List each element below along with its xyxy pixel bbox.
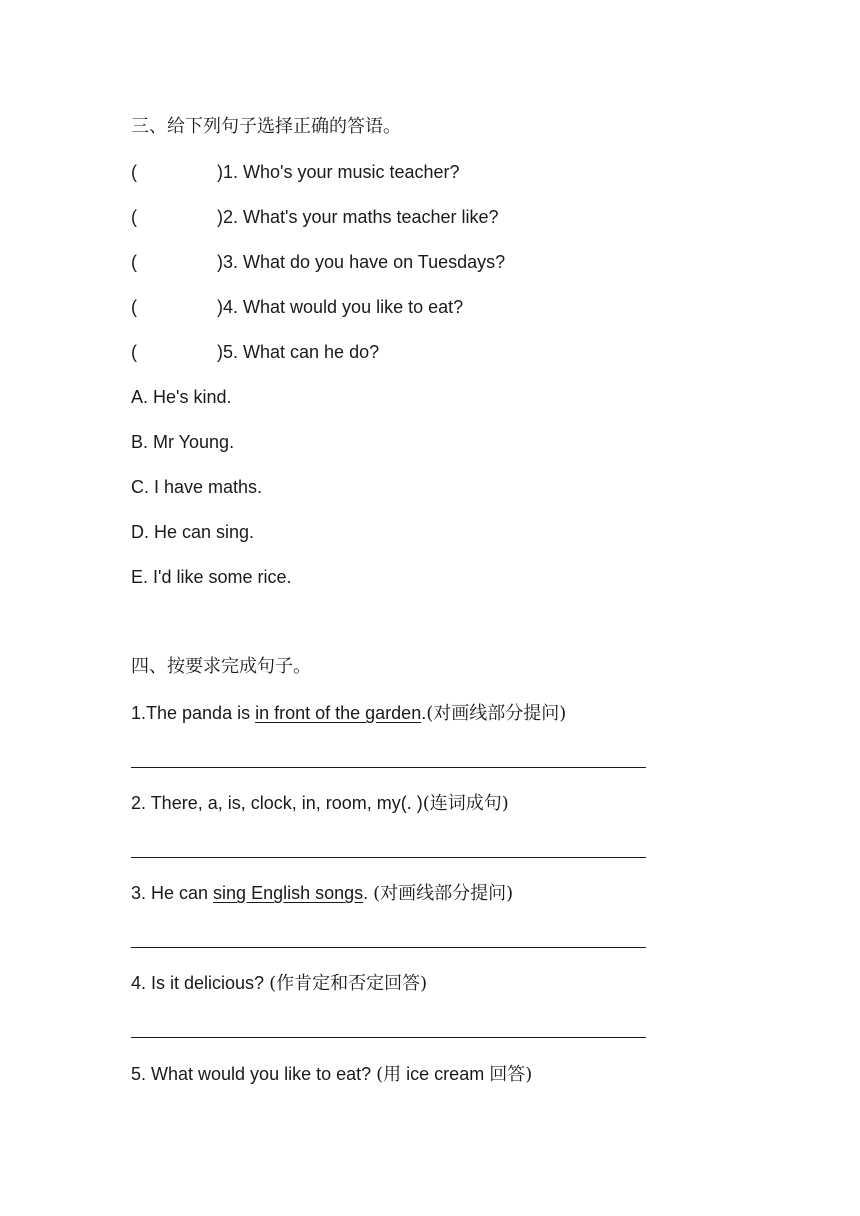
task-5 [131,1062,532,1087]
answer-line-4[interactable] [131,1037,646,1038]
option-d: D. He can sing. [131,522,255,542]
task-text-end: . [421,703,427,723]
question-text: 1. Who's your music teacher? [223,162,460,182]
task-1 [131,701,566,726]
answer-blank-close: ) [217,162,223,182]
answer-blank-open: ( [131,252,137,272]
question-text: 4. What would you like to eat? [223,297,464,317]
answer-blank-close: ) [217,207,223,227]
answer-blank-close: ) [217,297,223,317]
question-text: 2. What's your maths teacher like? [223,207,499,227]
task-text-end: . [363,883,374,903]
task-text: 3. He can [131,883,214,903]
task-text: 2. There, a, is, clock, in, room, my(. ) [131,793,423,813]
task-instruction: (作肯定和否定回答) [269,973,428,994]
option-b: B. Mr Young. [131,432,235,452]
question-1 [131,160,460,184]
section-3-heading: 三、给下列句子选择正确的答语。 [131,116,401,137]
task-text: 4. Is it delicious? [131,973,270,993]
task-instruction-phrase: ice cream [401,1064,490,1084]
underlined-phrase: in front of the garden [255,703,422,723]
answer-blank-open: ( [131,162,137,182]
option-a: A. He's kind. [131,387,232,407]
question-text: 3. What do you have on Tuesdays? [223,252,506,272]
answer-line-1[interactable] [131,767,646,768]
answer-line-3[interactable] [131,947,646,948]
question-2 [131,205,499,229]
option-e: E. I'd like some rice. [131,567,292,587]
answer-blank-close: ) [217,342,223,362]
answer-blank-open: ( [131,207,137,227]
task-instruction-close: 回答) [489,1064,533,1085]
task-instruction: (对画线部分提问) [426,703,567,724]
task-instruction: (对画线部分提问) [373,883,514,904]
answer-blank-close: ) [217,252,223,272]
task-text: 1.The panda is [131,703,256,723]
question-3 [131,250,505,274]
task-instruction: (连词成句) [422,793,509,814]
task-3 [131,881,513,906]
question-4 [131,295,463,319]
underlined-phrase: sing English songs [213,883,364,903]
answer-blank-open: ( [131,342,137,362]
task-instruction-open: (用 [376,1064,402,1085]
answer-line-2[interactable] [131,857,646,858]
section-4-heading: 四、按要求完成句子。 [131,656,311,677]
question-5 [131,340,379,364]
task-4 [131,971,427,996]
task-2 [131,791,509,816]
answer-blank-open: ( [131,297,137,317]
option-c: C. I have maths. [131,477,263,497]
question-text: 5. What can he do? [223,342,380,362]
task-text: 5. What would you like to eat? [131,1064,377,1084]
